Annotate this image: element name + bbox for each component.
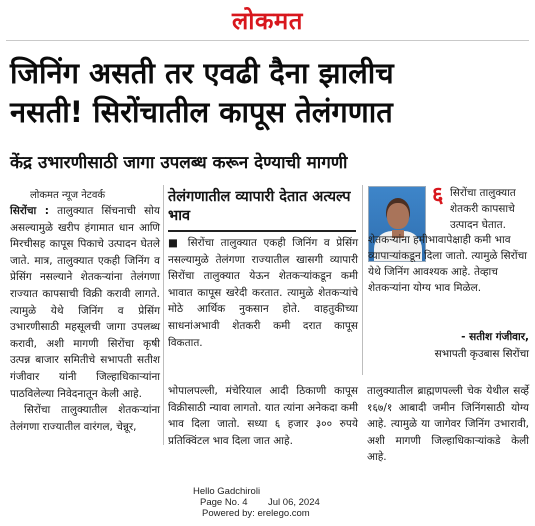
footer-page-number: Page No. 4	[200, 497, 248, 508]
lokmat-logo: लोकमत	[232, 6, 303, 35]
lead-text: तालुक्यात सिंचनाची सोय असल्यामुळे खरीप हंगामात धान आणि मिरचीसह कापूस पिकाचे उत्पादन घेतले जाते. मात्र, तालुक्यात एकही जिनिंग व प्रेसिंग नसल्याने शेतकऱ्यांना तेलंगणा राज्यात कापसाची विक्री करावी लागते. त्यामुळे येथे जिनिंग व प्रेसिंग उभारणीसाठी महसूलची जागा उपलब्ध करावी, अशी मागणी सिरोंचा कृषी उत्पन्न बाजार समितीचे सभापती सतीश गंजीवार यांनी जिल्हाधिकाऱ्यांना पाठविलेल्या निवेदनातून केली आहे.	[10, 205, 160, 400]
footer-edition: Hello Gadchiroli	[193, 486, 261, 497]
footer-date: Jul 06, 2024	[268, 497, 320, 508]
headline	[10, 54, 530, 132]
pull-quote	[368, 182, 529, 297]
sidebar-box-title: तेलंगणातील व्यापारी देतात अत्यल्प भाव	[168, 189, 351, 224]
lead-paragraph	[10, 203, 160, 402]
masthead	[0, 4, 535, 37]
sidebar-box-rule	[168, 230, 356, 232]
pull-quote-lead: सिरोंचा तालुक्यात शेतकरी कापसाचे उत्पादन घेतात.	[450, 187, 516, 231]
sidebar-box-body: ■ सिरोंचा तालुक्यात एकही जिनिंग व प्रेसिंग नसल्यामुळे तेलंगणा राज्यातील खासगी व्यापारी सिरोंचा तालुक्यात येऊन शेतकऱ्यांकडून कमी भावात कापूस खरेदी करतात. त्यामुळे शेतकऱ्यांचे मोठे आर्थिक नुकसान होते. वाहतुकीच्या साधनांअभावी शेतकरी कमी दरात कापूस विकतात.	[168, 237, 358, 349]
headline-line-1: जिनिंग असती तर एवढी दैना झालीच	[10, 56, 394, 90]
byline: लोकमत न्यूज नेटवर्क	[30, 190, 106, 201]
quote-mark-icon: ६	[432, 182, 444, 208]
footer-powered-by: Powered by: erelego.com	[202, 508, 310, 519]
column-divider-2	[362, 185, 363, 375]
column-2-bottom: भोपालपल्ली, मंचेरियाल आदी ठिकाणी कापूस विक्रीसाठी न्यावा लागतो. यात त्यांना अनेकदा कमी भाव दिला जातो. सध्या ६ हजार ३०० रुपये प्रतिक्विंटल भाव दिला जात आहे.	[168, 385, 358, 447]
column-1-paragraph-2: सिरोंचा तालुक्यातील शेतकऱ्यांना तेलंगणा राज्यातील वारंगल, चेन्नूर,	[10, 404, 160, 433]
column-divider-1	[163, 185, 164, 445]
headline-line-2: नसती! सिरोंचातील कापूस तेलंगणात	[10, 95, 393, 129]
dateline: सिरोंचा :	[10, 205, 49, 217]
quote-author-role: सभापती कृउबास सिरोंचा	[434, 348, 529, 360]
pull-quote-text: शेतकऱ्यांना हमीभावापेक्षाही कमी भाव व्यापाऱ्यांकडून दिला जातो. त्यामुळे सिरोंचा येथे जिनिंग आवश्यक आहे. तेव्हाच शेतकऱ्यांना योग्य भाव मिळेल.	[368, 234, 528, 294]
subheadline: केंद्र उभारणीसाठी जागा उपलब्ध करून देण्याची मागणी	[10, 153, 348, 173]
quote-author-name: - सतीश गंजीवार,	[461, 331, 529, 343]
column-1	[10, 203, 160, 435]
masthead-divider	[6, 40, 529, 41]
column-3-bottom: तालुक्यातील ब्राह्मणपल्ली चेक येथील सर्व्हे १६७/१ आबादी जमीन जिनिंगसाठी योग्य आहे. त्यामुळे या जागेवर जिनिंग उभारावी, अशी मागणी जिल्हाधिकाऱ्यांकडे केली आहे.	[367, 385, 529, 464]
